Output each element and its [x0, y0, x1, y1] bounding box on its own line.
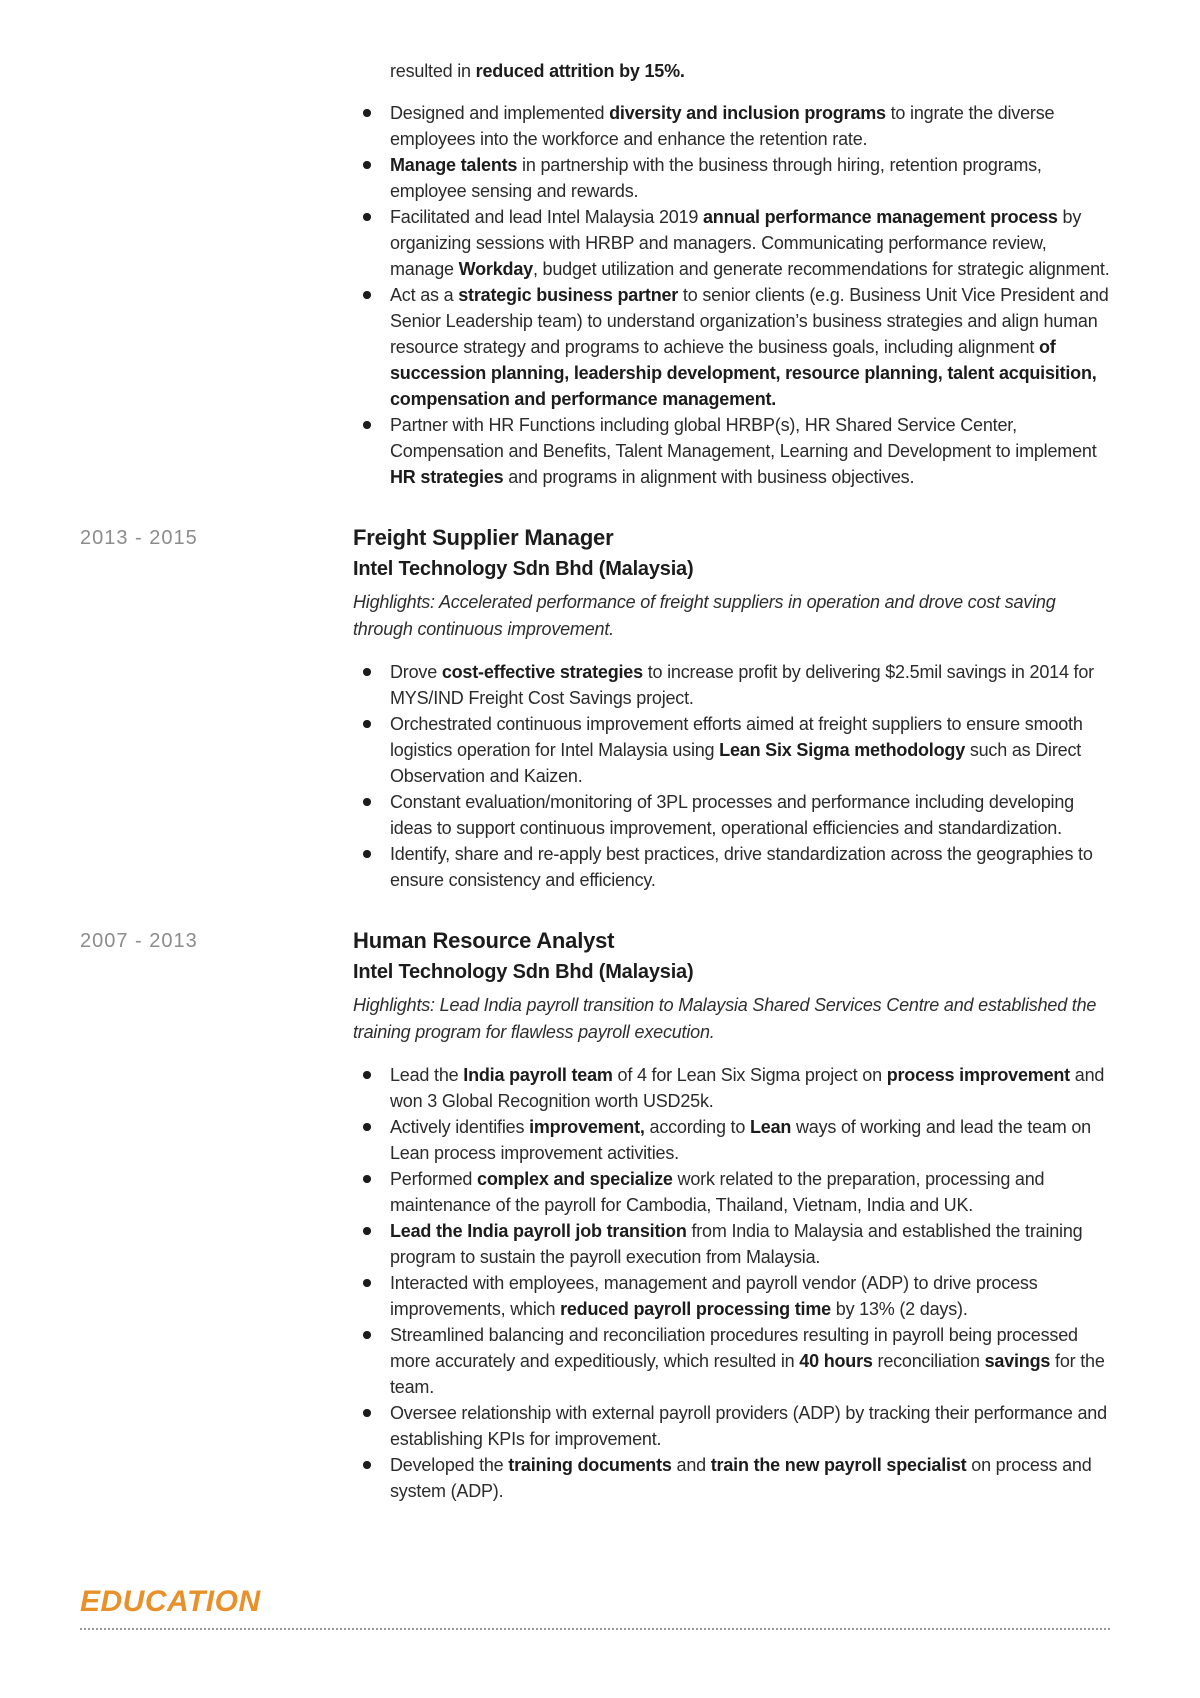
bullet-item: Interacted with employees, management and payroll vendor (ADP) to drive process improvements, which reduced payroll processing time by 13% (2 days).	[353, 1270, 1110, 1322]
experience-entry-human-resource-analyst	[80, 927, 1110, 1504]
experience-entry-freight-supplier-manager	[80, 524, 1110, 893]
bullet-item: Constant evaluation/monitoring of 3PL processes and performance including developing ideas to support continuous improvement, operational efficiencies and standardization.	[353, 789, 1110, 841]
job-title: Freight Supplier Manager	[353, 525, 614, 550]
entry-dates-empty	[80, 58, 353, 61]
bullet-list	[353, 1062, 1110, 1504]
bullet-item: Developed the training documents and train the new payroll specialist on process and system (ADP).	[353, 1452, 1110, 1504]
bullet-item: Orchestrated continuous improvement efforts aimed at freight suppliers to ensure smooth logistics operation for Intel Malaysia using Lean Six Sigma methodology such as Direct Observation and Kaizen.	[353, 711, 1110, 789]
bullet-item: Drove cost-effective strategies to increase profit by delivering $2.5mil savings in 2014 for MYS/IND Freight Cost Savings project.	[353, 659, 1110, 711]
bullet-item: Oversee relationship with external payroll providers (ADP) by tracking their performance and establishing KPIs for improvement.	[353, 1400, 1110, 1452]
bullet-item: Actively identifies improvement, according to Lean ways of working and lead the team on Lean process improvement activities.	[353, 1114, 1110, 1166]
bullet-list	[353, 659, 1110, 893]
bullet-item: Act as a strategic business partner to senior clients (e.g. Business Unit Vice President and Senior Leadership team) to understand organization’s business strategies and align human resource strategy and programs to achieve the business goals, including alignment of succession planning, leadership development, resource planning, talent acquisition, compensation and performance management.	[353, 282, 1110, 412]
bullet-item: Manage talents in partnership with the business through hiring, retention programs, employee sensing and rewards.	[353, 152, 1110, 204]
bullet-list	[353, 100, 1110, 490]
bullet-item: Facilitated and lead Intel Malaysia 2019 annual performance management process by organizing sessions with HRBP and managers. Communicating performance review, manage Workday, budget utilization and generate recommendations for strategic alignment.	[353, 204, 1110, 282]
company-name: Intel Technology Sdn Bhd (Malaysia)	[353, 961, 694, 983]
bullet-item: Lead the India payroll job transition from India to Malaysia and established the training program to sustain the payroll execution from Malaysia.	[353, 1218, 1110, 1270]
bullet-item: Streamlined balancing and reconciliation procedures resulting in payroll being processed more accurately and expeditiously, which resulted in 40 hours reconciliation savings for the team.	[353, 1322, 1110, 1400]
bullet-item: Partner with HR Functions including global HRBP(s), HR Shared Service Center, Compensation and Benefits, Talent Management, Learning and Development to implement HR strategies and programs in alignment with business objectives.	[353, 412, 1110, 490]
entry-content	[353, 524, 1110, 893]
bullet-item: Lead the India payroll team of 4 for Lean Six Sigma project on process improvement and won 3 Global Recognition worth USD25k.	[353, 1062, 1110, 1114]
bullet-item: Performed complex and specialize work related to the preparation, processing and maintenance of the payroll for Cambodia, Thailand, Vietnam, India and UK.	[353, 1166, 1110, 1218]
education-section	[80, 1586, 1110, 1630]
bullet-item: Identify, share and re-apply best practices, drive standardization across the geographies to ensure consistency and efficiency.	[353, 841, 1110, 893]
highlights-text: Highlights: Accelerated performance of freight suppliers in operation and drove cost saving through continuous improvement.	[353, 592, 1056, 639]
education-heading: EDUCATION	[80, 1585, 261, 1618]
entry-dates: 2007 - 2013	[80, 930, 198, 952]
company-name: Intel Technology Sdn Bhd (Malaysia)	[353, 558, 694, 580]
entry-content	[353, 927, 1110, 1504]
entry-dates: 2013 - 2015	[80, 527, 198, 549]
bullet-continuation-line: resulted in reduced attrition by 15%.	[390, 61, 685, 81]
experience-entry-continued	[80, 58, 1110, 490]
entry-content	[353, 58, 1110, 490]
highlights-text: Highlights: Lead India payroll transition to Malaysia Shared Services Centre and established the training program for flawless payroll execution.	[353, 995, 1097, 1042]
job-title: Human Resource Analyst	[353, 928, 615, 953]
bullet-item: Designed and implemented diversity and inclusion programs to ingrate the diverse employees into the workforce and enhance the retention rate.	[353, 100, 1110, 152]
